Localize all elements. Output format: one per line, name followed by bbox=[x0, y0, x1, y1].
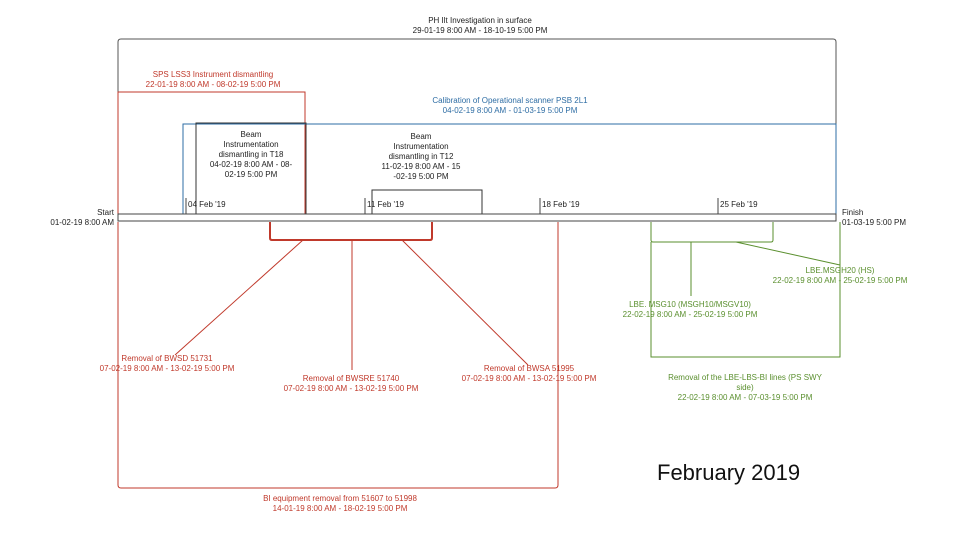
lbe-msgh20-title: LBE.MSGH20 (HS) bbox=[805, 266, 875, 275]
removal-bwsa-dates: 07-02-19 8:00 AM - 13-02-19 5:00 PM bbox=[461, 374, 597, 383]
finish-label bbox=[842, 208, 906, 228]
summary-dates: 29-01-19 8:00 AM - 18-10-19 5:00 PM bbox=[412, 26, 548, 35]
beam-t12-label bbox=[366, 132, 476, 182]
removal-bwsre-title: Removal of BWSRE 51740 bbox=[302, 374, 400, 383]
beam-t12-line1: Beam bbox=[410, 132, 432, 141]
removal-bwsd-dates: 07-02-19 8:00 AM - 13-02-19 5:00 PM bbox=[99, 364, 235, 373]
beam-t12-line5: -02-19 5:00 PM bbox=[393, 172, 449, 181]
tick-label-1: 04 Feb '19 bbox=[188, 200, 226, 209]
removal-lbe-label bbox=[660, 373, 830, 403]
lbe-msg10-label bbox=[610, 300, 770, 320]
beam-t18-line4: 04-02-19 8:00 AM - 08- bbox=[209, 160, 293, 169]
finish-title: Finish bbox=[842, 208, 864, 217]
beam-t12-line4: 11-02-19 8:00 AM - 15 bbox=[381, 162, 461, 171]
finish-date: 01-03-19 5:00 PM bbox=[842, 218, 907, 227]
bi-equipment-title: BI equipment removal from 51607 to 51998 bbox=[263, 494, 417, 503]
removal-group-bracket bbox=[270, 222, 432, 240]
removal-lbe-dates: 22-02-19 8:00 AM - 07-03-19 5:00 PM bbox=[677, 393, 813, 402]
summary-bracket bbox=[118, 39, 836, 214]
beam-t12-line3: dismantling in T12 bbox=[388, 152, 454, 161]
start-date: 01-02-19 8:00 AM bbox=[50, 218, 114, 227]
removal-bwsa-label bbox=[454, 364, 604, 384]
removal-bwsre-dates: 07-02-19 8:00 AM - 13-02-19 5:00 PM bbox=[283, 384, 419, 393]
tick-label-3: 18 Feb '19 bbox=[542, 200, 580, 209]
removal-bwsd-label bbox=[92, 354, 242, 374]
calibration-dates: 04-02-19 8:00 AM - 01-03-19 5:00 PM bbox=[442, 106, 578, 115]
calibration-label bbox=[400, 96, 620, 116]
removal-bwsa-title: Removal of BWSA 51995 bbox=[483, 364, 575, 373]
sps-lss3-label bbox=[128, 70, 298, 90]
lbe-msgh20-dates: 22-02-19 8:00 AM - 25-02-19 5:00 PM bbox=[772, 276, 908, 285]
beam-t18-label bbox=[196, 130, 306, 180]
tick-label-4: 25 Feb '19 bbox=[720, 200, 758, 209]
timeline-bar bbox=[118, 214, 836, 221]
start-label bbox=[48, 208, 114, 228]
lbe-group-bracket bbox=[651, 222, 773, 242]
sps-lss3-title: SPS LSS3 Instrument dismantling bbox=[152, 70, 274, 79]
summary-label bbox=[380, 16, 580, 36]
beam-t18-line2: Instrumentation bbox=[223, 140, 279, 149]
removal-lbe-line1: Removal of the LBE-LBS-BI lines (PS SWY bbox=[668, 373, 822, 382]
summary-title: PH Ilt Investigation in surface bbox=[428, 16, 532, 25]
removal-bwsd-title: Removal of BWSD 51731 bbox=[121, 354, 213, 363]
lbe-msg10-dates: 22-02-19 8:00 AM - 25-02-19 5:00 PM bbox=[622, 310, 758, 319]
bi-equipment-dates: 14-01-19 8:00 AM - 18-02-19 5:00 PM bbox=[272, 504, 408, 513]
beam-t18-line1: Beam bbox=[240, 130, 262, 139]
removal-lbe-line2: side) bbox=[736, 383, 754, 392]
beam-t18-line3: dismantling in T18 bbox=[218, 150, 284, 159]
bi-equipment-label bbox=[240, 494, 440, 514]
removal-bwsre-label bbox=[276, 374, 426, 394]
beam-t12-line2: Instrumentation bbox=[393, 142, 449, 151]
start-title: Start bbox=[97, 208, 114, 217]
beam-t18-line5: 02-19 5:00 PM bbox=[224, 170, 278, 179]
tick-label-2: 11 Feb '19 bbox=[367, 200, 404, 209]
sps-lss3-dates: 22-01-19 8:00 AM - 08-02-19 5:00 PM bbox=[145, 80, 281, 89]
calibration-title: Calibration of Operational scanner PSB 2L1 bbox=[432, 96, 588, 105]
lbe-msg10-title: LBE. MSG10 (MSGH10/MSGV10) bbox=[629, 300, 751, 309]
month-label: February 2019 bbox=[657, 460, 801, 485]
lbe-msgh20-label bbox=[760, 266, 920, 286]
